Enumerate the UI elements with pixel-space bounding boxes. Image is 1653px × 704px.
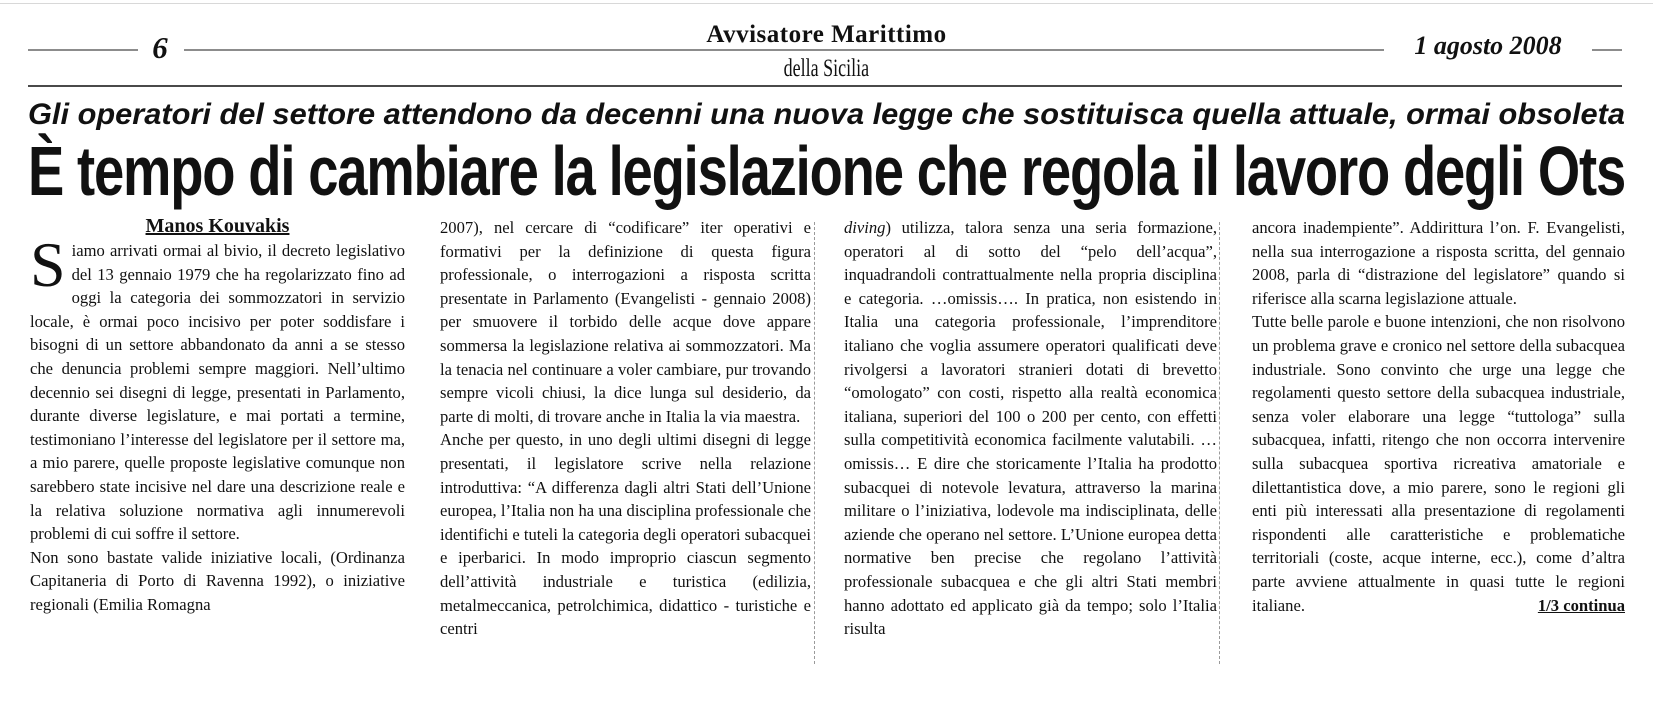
kicker: Gli operatori del settore attendono da decenni una nuova legge che sostituisca quella attuale, ormai obsoleta bbox=[28, 98, 1625, 131]
paragraph bbox=[30, 229, 405, 546]
column-separator-1 bbox=[814, 222, 815, 664]
paragraph-text: iamo arrivati ormai al bivio, il decreto legislativo del 13 gennaio 1979 che ha regolarizzato fino ad oggi la categoria dei sommozzatori in servizio locale, è ormai poco incisivo per poter soddisfare i bisogni di un settore abbandonato da anni a se stesso che denuncia problemi sempre maggiori. Nell’ultimo decennio sei disegni di legge, presentati in Parlamento, durante diverse legislature, e mai portati a termine, testimoniano l’interesse del legislatore per il settore ma, a mio parere, quelle proposte legislative comunque non sarebbero state incisive nel dare una descrizione reale e la relativa soluzione normativa agli innumerevoli problemi di cui soffre il settore. bbox=[30, 241, 405, 544]
paragraph bbox=[1252, 216, 1625, 310]
paragraph bbox=[30, 546, 405, 617]
paragraph bbox=[844, 216, 1217, 641]
headline-row bbox=[28, 134, 1625, 212]
paragraph-text: Anche per questo, in uno degli ultimi disegni di legge presentati, il legislatore scrive nella relazione introduttiva: “A differenza dagli altri Stati dell’Unione europea, l’Italia non ha una disciplina professionale che identifichi e tuteli la categoria degli operatori subacquei e iperbarici. In modo improprio ciascun segmento dell’attività industriale e turistica (edilizia, metalmeccanica, petrolchimica, didattico - turistiche e centri bbox=[440, 430, 811, 639]
page-number: 6 bbox=[152, 30, 168, 65]
paragraph-text: ) utilizza, talora senza una seria formazione, operatori al di sotto del “pelo dell’acqua”, inquadrandoli contrattualmente nella propria disciplina e categoria. …omissis…. In pratica, non esistendo in Italia una categoria professionale, l’imprenditore italiano che voglia assumere operatori qualificati deve rivolgersi a lavoratori stranieri dotati di brevetto “omologato” con costi, rispetto alla realtà economica italiana, superiori del 100 o 200 per cento, con effetti sulla competitività economica facilmente valutabili. …omissis… E dire che storicamente l’Italia ha prodotto subacquei di notevole levatura, attraverso la marina militare o l’iniziativa, lodevole ma indisciplinata, delle aziende che operano nel settore. L’Unione europea detta normative ben precise che regolano l’attività professionale subacquea e che gli altri Stati membri hanno adottato ed applicato già da tempo; solo l’Italia risulta bbox=[844, 218, 1217, 639]
article-column-2 bbox=[440, 216, 811, 641]
paragraph bbox=[440, 428, 811, 640]
masthead-title: Avvisatore Marittimo bbox=[706, 21, 947, 48]
kicker-row bbox=[28, 96, 1625, 136]
article-column-4 bbox=[1252, 216, 1625, 617]
paragraph-text: ancora inadempiente”. Addirittura l’on. F. Evangelisti, nella sua interrogazione a risposta scritta, del gennaio 2008, parla di “distrazione del legislatore” quando si riferisce alla scarna legislazione attuale. bbox=[1252, 218, 1625, 308]
column-separator-2 bbox=[1219, 222, 1220, 664]
paragraph bbox=[440, 216, 811, 428]
drop-cap: S bbox=[30, 229, 66, 300]
headline: È tempo di cambiare la legislazione che regola il lavoro degli Ots bbox=[28, 132, 1626, 210]
article-column-3 bbox=[844, 216, 1217, 641]
masthead-subtitle: della Sicilia bbox=[783, 55, 870, 82]
paragraph bbox=[1252, 310, 1625, 617]
edition-date: 1 agosto 2008 bbox=[1414, 31, 1562, 60]
paragraph-text: Non sono bastate valide iniziative locali, (Ordinanza Capitaneria di Porto di Ravenna 1992), o iniziative regionali (Emilia Romagna bbox=[30, 547, 405, 614]
paragraph-text: Tutte belle parole e buone intenzioni, che non risolvono un problema grave e cronico nel settore della subacquea industriale. Sono convinto che urge una legge che regolamenti questo settore della subacquea industriale, senza voler elaborare una legge “tuttologa” sulla subacquea, infatti, ritengo che non occorra intervenire sulla subacquea sportiva ricreativa amatoriale e dilettantistica dove, a mio parere, sono le regioni gli enti più interessati alla presentazione di regolamenti rispondenti alle caratteristiche e problematiche territoriali (coste, acque interne, ecc.), come d’altra parte avviene attualmente in quasi tutte le regioni italiane. bbox=[1252, 312, 1625, 615]
paragraph-text: 2007), nel cercare di “codificare” iter operativi e formativi per la definizione di questa figura professionale, o interrogazioni a risposta scritta presentate in Parlamento (Evangelisti - gennaio 2008) per smuovere il torbido delle acque dove appare sommersa la legislazione relativa ai sommozzatori. Ma la tenacia nel continuare a voler cambiare, pur trovando sempre vicoli chiusi, la dice lunga sul desiderio, da parte di molti, di trovare anche in Italia la via maestra. bbox=[440, 218, 811, 426]
page-top-edge-rule bbox=[0, 3, 1653, 4]
continuation-marker: 1/3 continua bbox=[1537, 595, 1625, 615]
paragraph-lead-italic: diving bbox=[844, 218, 886, 237]
article-column-1 bbox=[30, 213, 405, 617]
byline: Manos Kouvakis bbox=[145, 215, 290, 237]
header-rule-bottom bbox=[28, 85, 1622, 87]
